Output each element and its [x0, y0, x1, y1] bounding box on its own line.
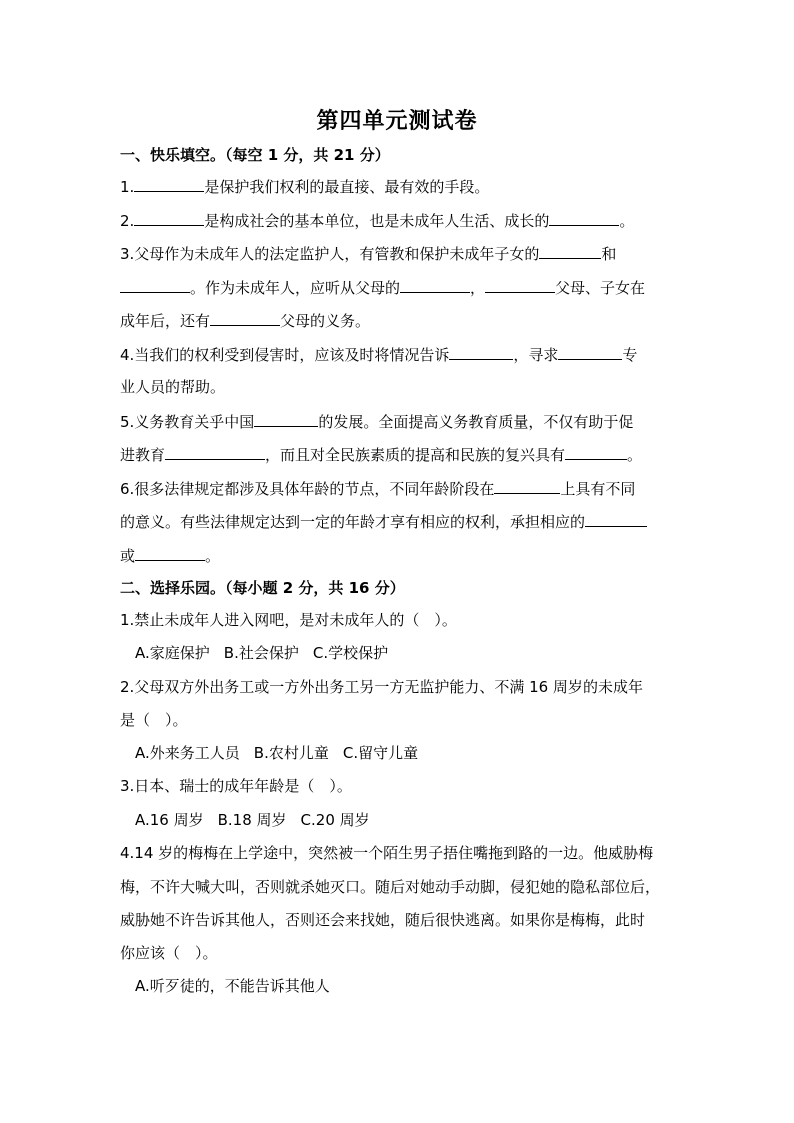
answer-blank[interactable]	[210, 310, 280, 326]
answer-blank[interactable]	[165, 444, 265, 460]
page-title: 第四单元测试卷	[316, 108, 478, 134]
answer-blank[interactable]	[134, 210, 204, 226]
option-b[interactable]: B.农村儿童	[253, 744, 329, 762]
fill-line-5: 成年后，还有 父母的义务。	[120, 312, 371, 330]
answer-blank[interactable]	[565, 444, 627, 460]
answer-blank[interactable]	[539, 243, 601, 259]
fill-line-6: 4.当我们的权利受到侵害时，应该及时将情况告诉 ，寻求 专	[120, 346, 638, 364]
question-4-stem-line-2: 梅，不许大喊大叫，否则就杀她灭口。随后对她动手动脚，侵犯她的隐私部位后，	[120, 878, 661, 896]
question-4-option-a[interactable]: A.听歹徒的，不能告诉其他人	[135, 977, 330, 995]
answer-blank[interactable]	[558, 344, 622, 360]
section1-heading: 一、快乐填空。（每空 1 分，共 21 分）	[120, 146, 390, 164]
question-3-stem: 3.日本、瑞士的成年年龄是（ ）。	[120, 777, 352, 795]
fill-line-4: 。作为未成年人，应听从父母的 ， 父母、子女在	[120, 277, 680, 298]
question-1-stem: 1.禁止未成年人进入网吧，是对未成年人的（ ）。	[120, 611, 457, 629]
answer-blank[interactable]	[134, 176, 204, 192]
question-2-options	[135, 743, 695, 763]
answer-blank[interactable]	[120, 277, 190, 293]
answer-blank[interactable]	[449, 344, 513, 360]
question-3-options	[135, 810, 695, 830]
option-a[interactable]: A.家庭保护	[135, 644, 210, 662]
answer-blank[interactable]	[254, 411, 318, 427]
question-4-stem-line-4: 你应该（ ）。	[120, 944, 218, 962]
answer-blank[interactable]	[549, 210, 619, 226]
fill-line-9: 进教育 ，而且对全民族素质的提高和民族的复兴具有 。	[120, 446, 643, 464]
question-4-stem-line-1: 4.14 岁的梅梅在上学途中，突然被一个陌生男子捂住嘴拖到路的一边。他威胁梅	[120, 844, 654, 862]
question-2-stem-line-1: 2.父母双方外出务工或一方外出务工另一方无监护能力、不满 16 周岁的未成年	[120, 678, 643, 696]
fill-line-12: 或 。	[120, 547, 221, 565]
question-2-stem-line-2: 是（ ）。	[120, 711, 188, 729]
fill-line-1: 1. 是保护我们权利的最直接、最有效的手段。	[120, 178, 490, 196]
option-c[interactable]: C.学校保护	[312, 644, 389, 662]
option-b[interactable]: B.社会保护	[223, 644, 299, 662]
answer-blank[interactable]	[135, 545, 205, 561]
answer-blank[interactable]	[400, 277, 470, 293]
option-a[interactable]: A.16 周岁	[135, 811, 204, 829]
fill-line-8: 5.义务教育关乎中国 的发展。全面提高义务教育质量，不仅有助于促	[120, 413, 634, 431]
option-a[interactable]: A.外来务工人员	[135, 744, 240, 762]
option-b[interactable]: B.18 周岁	[217, 811, 287, 829]
question-1-options	[135, 643, 695, 663]
fill-line-2: 2. 是构成社会的基本单位，也是未成年人生活、成长的 。	[120, 212, 635, 230]
section2-heading: 二、选择乐园。（每小题 2 分，共 16 分）	[120, 579, 405, 597]
fill-line-3: 3.父母作为未成年人的法定监护人，有管教和保护未成年子女的 和	[120, 245, 617, 263]
answer-blank[interactable]	[585, 511, 647, 527]
option-c[interactable]: C.留守儿童	[342, 744, 419, 762]
answer-blank[interactable]	[485, 277, 555, 293]
fill-line-11: 的意义。有些法律规定达到一定的年龄才享有相应的权利，承担相应的	[120, 511, 680, 532]
option-c[interactable]: C.20 周岁	[300, 811, 370, 829]
fill-line-7: 业人员的帮助。	[120, 378, 226, 396]
question-4-stem-line-3: 威胁她不许告诉其他人，否则还会来找她，随后很快逃离。如果你是梅梅，此时	[120, 911, 646, 929]
fill-line-10: 6.很多法律规定都涉及具体年龄的节点，不同年龄阶段在 上具有不同	[120, 480, 636, 498]
answer-blank[interactable]	[494, 478, 560, 494]
